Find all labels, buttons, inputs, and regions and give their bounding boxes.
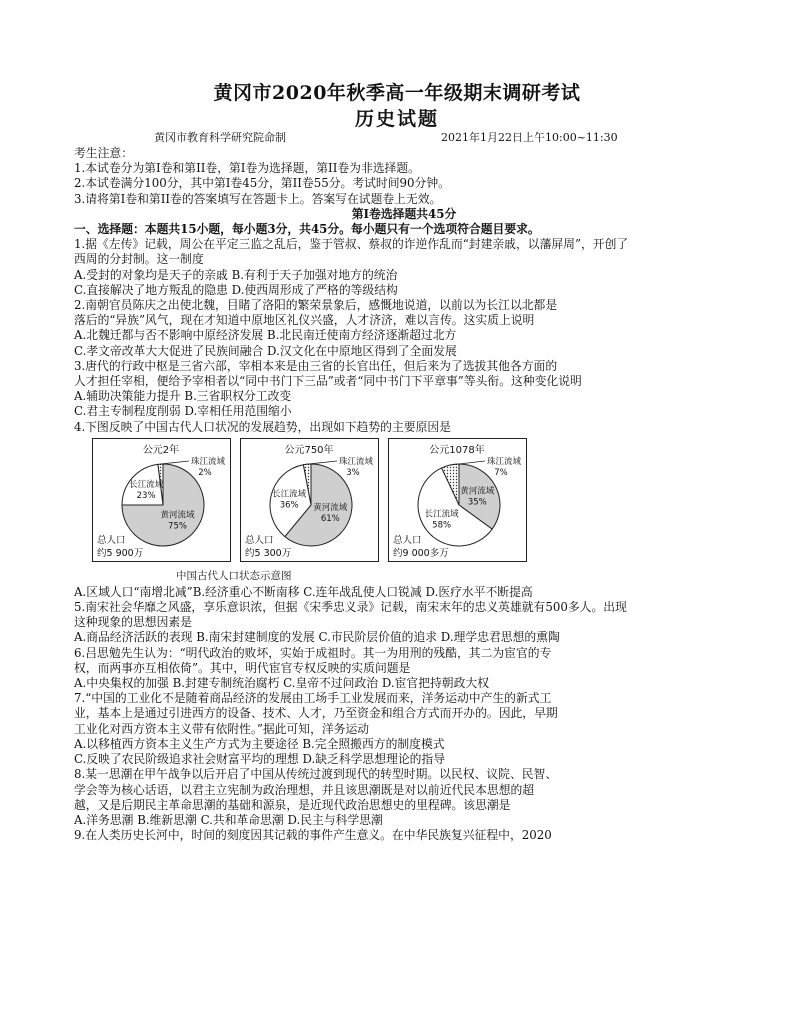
slice-value: 61% (320, 513, 340, 524)
issuer: 黄冈市教育科学研究院命制 (154, 131, 286, 144)
exam-body (74, 146, 734, 843)
question-line: 这种现象的思想因素是 (74, 615, 192, 630)
chart-title: 公元1078年 (429, 444, 485, 456)
question-line: A.中央集权的加强 B.封建专制统治腐朽 C.皇帝不过问政治 D.宦官把持朝政大权 (74, 676, 489, 691)
question-line: 3.唐代的行政中枢是三省六部，宰相本来是由三省的长官出任，但后来为了选拔其他各方面的 (74, 358, 558, 373)
total-population-value: 约5 300万 (245, 547, 292, 559)
total-population-label: 总人口 (245, 534, 274, 546)
slice-value: 75% (168, 521, 187, 532)
total-population-label: 总人口 (393, 534, 422, 546)
pie-chart-box (92, 438, 231, 562)
question-line: 落后的“异族”风气，现在才知道中原地区礼仪兴盛，人才济济，难以言传。这实质上说明 (74, 313, 535, 328)
pie-chart-1078 (389, 439, 526, 561)
pie-chart-750 (241, 439, 378, 561)
question-line: 学会等为核心话语，以君主立宪制为政治理想，并且该思潮既是对以前近代民本思想的超 (74, 782, 535, 797)
question-line: 人才担任宰相，便给予宰相者以“同中书门下三品”或者“同中书门下平章事”等头衔。这种变化说明 (74, 374, 582, 389)
question-line: 9.在人类历史长河中，时间的刻度因其记载的事件产生意义。在中华民族复兴征程中，2020 (74, 828, 552, 843)
slice-value: 58% (432, 520, 452, 531)
slice-label: 长江流域 (424, 509, 459, 520)
chart-title: 公元750年 (284, 444, 334, 456)
slice-label: 珠江流域 (191, 456, 226, 467)
pie-chart-box (388, 438, 527, 562)
question-line: 权，而两事亦互相依倚”。其中，明代宦官专权反映的实质问题是 (74, 660, 411, 675)
exam-datetime: 2021年1月22日上午10:00~11:30 (441, 131, 618, 144)
question-line: A.区域人口“南增北减”B.经济重心不断南移 C.连年战乱使人口锐减 D.医疗水平不断提高 (74, 584, 533, 599)
questions-part-b (74, 585, 734, 843)
section-instruction: 一、选择题：本题共15小题，每小题3分，共45分。每小题只有一个选项符合题目要求。 (74, 222, 540, 237)
question-line: 越，又是后期民主革命思潮的基础和源泉，是近现代政治思想史的里程碑。该思潮是 (74, 797, 511, 812)
slice-value: 7% (494, 467, 508, 478)
question-line: 5.南宋社会华靡之风盛，享乐意识浓，但据《宋季忠义录》记载，南宋末年的忠义英雄就有500多人。出现 (74, 600, 627, 615)
slice-label: 黄河流域 (460, 486, 495, 497)
question-line: 1.据《左传》记载，周公在平定三监之乱后，鉴于管叔、蔡叔的诈逆作乱而“封建亲戚，以藩屏周”，开创了 (74, 237, 629, 252)
leader-line (160, 461, 189, 464)
slice-value: 23% (136, 490, 156, 501)
total-population-value: 约5 900万 (97, 547, 144, 559)
exam-title: 黄冈市2020年秋季高一年级期末调研考试 (213, 82, 581, 104)
slice-label: 珠江流域 (487, 456, 522, 467)
chart-title: 公元2年 (142, 444, 180, 456)
slice-label: 黄河流域 (160, 510, 195, 521)
total-population-value: 约9 000多万 (393, 547, 449, 559)
population-charts (74, 438, 734, 568)
question-line: 6.吕思勉先生认为：“明代政治的败坏，实始于成祖时。其一为用刑的残酷，其二为宦官的专 (74, 645, 552, 660)
slice-value: 35% (467, 497, 487, 508)
slice-value: 3% (346, 467, 360, 478)
notice-item: 2.本试卷满分100分，其中第I卷45分，第II卷55分。考试时间90分钟。 (74, 176, 450, 191)
question-line: 工业化对西方资本主义带有依附性。”据此可知，洋务运动 (74, 721, 370, 736)
question-line: 8.某一思潮在甲午战争以后开启了中国从传统过渡到现代的转型时期。以民权、议院、民智、 (74, 767, 558, 782)
slice-label: 珠江流域 (339, 456, 374, 467)
question-line: 西周的分封制。这一制度 (74, 252, 204, 267)
question-line: C.直接解决了地方叛乱的隐患 D.使西周形成了严格的等级结构 (74, 282, 398, 297)
question-line: A.以移植西方资本主义生产方式为主要途径 B.完全照搬西方的制度模式 (74, 736, 445, 751)
pie-chart-box (240, 438, 379, 562)
question-line: C.君主专制程度削弱 D.宰相任用范围缩小 (74, 404, 292, 419)
question-line: 2.南朝官员陈庆之出使北魏，目睹了洛阳的繁荣景象后，感慨地说道，以前以为长江以北都是 (74, 298, 558, 313)
slice-label: 长江流域 (129, 479, 164, 490)
slice-label: 黄河流域 (313, 502, 348, 513)
chart-caption: 中国古代人口状态示意图 (176, 569, 292, 582)
question-line: A.洋务思潮 B.维新思潮 C.共和革命思潮 D.民主与科学思潮 (74, 812, 383, 827)
question-line: C.反映了农民阶级追求社会财富平均的理想 D.缺乏科学思想理论的指导 (74, 752, 446, 767)
questions-part-a (74, 237, 734, 435)
question-line: A.辅助决策能力提升 B.三省职权分工改变 (74, 389, 292, 404)
question-line: A.商品经济活跃的表现 B.南宋封建制度的发展 C.市民阶层价值的追求 D.理学忠君思想的熏陶 (74, 630, 560, 645)
leader-line (307, 461, 337, 464)
pie-chart-2 (93, 439, 230, 561)
question-line: A.受封的对象均是天子的亲戚 B.有利于天子加强对地方的统治 (74, 267, 398, 282)
question-line: C.孝文帝改革大大促进了民族间融合 D.汉文化在中原地区得到了全面发展 (74, 343, 457, 358)
question-line: A.北魏迁都与否不影响中原经济发展 B.北民南迁使南方经济逐渐超过北方 (74, 328, 457, 343)
question-line: 业，基本上是通过引进西方的设备、技术、人才，乃至资金和组合方式而开办的。因此，早期 (74, 706, 558, 721)
slice-label: 长江流域 (272, 489, 307, 500)
slice-value: 36% (279, 500, 299, 511)
exam-subtitle: 历史试题 (354, 108, 439, 130)
notice-heading: 考生注意： (74, 146, 133, 160)
notice-item: 1.本试卷分为第I卷和第II卷，第I卷为选择题，第II卷为非选择题。 (74, 161, 420, 176)
question-line: 7.“中国的工业化不是随着商品经济的发展由工场手工业发展而来，洋务运动中产生的新式工 (74, 691, 552, 706)
total-population-label: 总人口 (97, 534, 126, 546)
section-heading: 第I卷选择题共45分 (351, 206, 457, 221)
question-line: 4.下图反映了中国古代人口状况的发展趋势，出现如下趋势的主要原因是 (74, 419, 451, 434)
slice-value: 2% (198, 467, 212, 478)
notice-item: 3.请将第I卷和第II卷的答案填写在答题卡上。答案写在试题卷上无效。 (74, 191, 442, 206)
